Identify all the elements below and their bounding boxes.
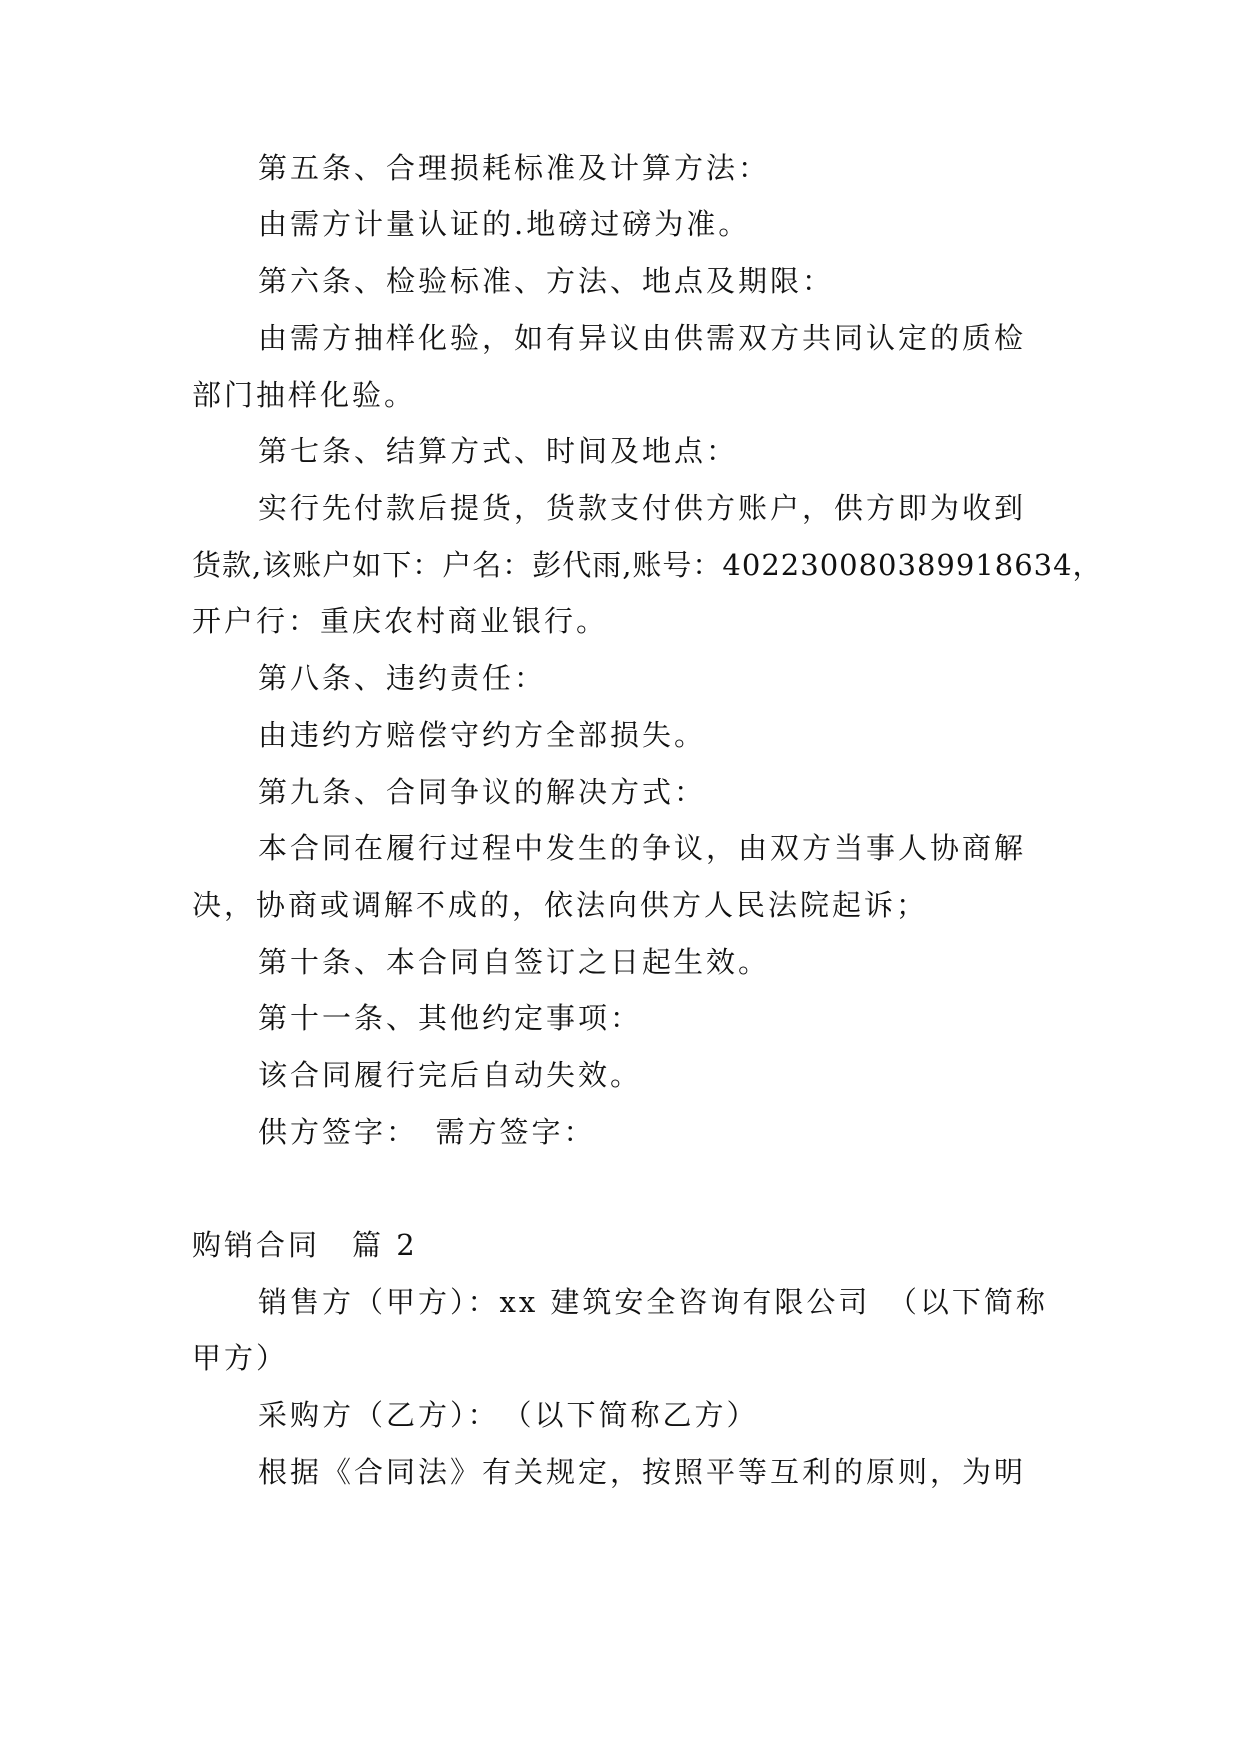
signature-line: 供方签字： 需方签字：: [258, 1115, 596, 1149]
article6-text-line2: 部门抽样化验。: [192, 378, 417, 412]
article9-text-line2: 决，协商或调解不成的，依法向供方人民法院起诉；: [192, 888, 929, 922]
article9-text-line1: 本合同在履行过程中发生的争议，由双方当事人协商解: [258, 831, 1027, 865]
article5-text: 由需方计量认证的.地磅过磅为准。: [258, 207, 751, 241]
article5-heading: 第五条、合理损耗标准及计算方法：: [258, 151, 771, 185]
article11-heading: 第十一条、其他约定事项：: [258, 1001, 643, 1035]
article7-heading: 第七条、结算方式、时间及地点：: [258, 434, 739, 468]
article6-text-line1: 由需方抽样化验，如有异议由供需双方共同认定的质检: [258, 321, 1027, 355]
article7-text-line2: 货款,该账户如下：户名：彭代雨,账号：402230080389918634，: [192, 548, 1103, 582]
section2-title: 购销合同 篇 2: [192, 1228, 418, 1262]
article11-text: 该合同履行完后自动失效。: [258, 1058, 643, 1092]
seller-line1: 销售方（甲方）：xx 建筑安全咨询有限公司 （以下简称: [258, 1285, 1048, 1319]
preamble-line1: 根据《合同法》有关规定，按照平等互利的原则，为明: [258, 1455, 1027, 1489]
buyer-line: 采购方（乙方）： （以下简称乙方）: [258, 1398, 759, 1432]
article8-text: 由违约方赔偿守约方全部损失。: [258, 718, 707, 752]
article7-text-line3: 开户行：重庆农村商业银行。: [192, 604, 609, 638]
article9-heading: 第九条、合同争议的解决方式：: [258, 775, 707, 809]
article10-text: 第十条、本合同自签订之日起生效。: [258, 945, 771, 979]
seller-line2: 甲方）: [192, 1341, 289, 1375]
article8-heading: 第八条、违约责任：: [258, 661, 547, 695]
article7-text-line1: 实行先付款后提货，货款支付供方账户，供方即为收到: [258, 491, 1027, 525]
article6-heading: 第六条、检验标准、方法、地点及期限：: [258, 264, 835, 298]
